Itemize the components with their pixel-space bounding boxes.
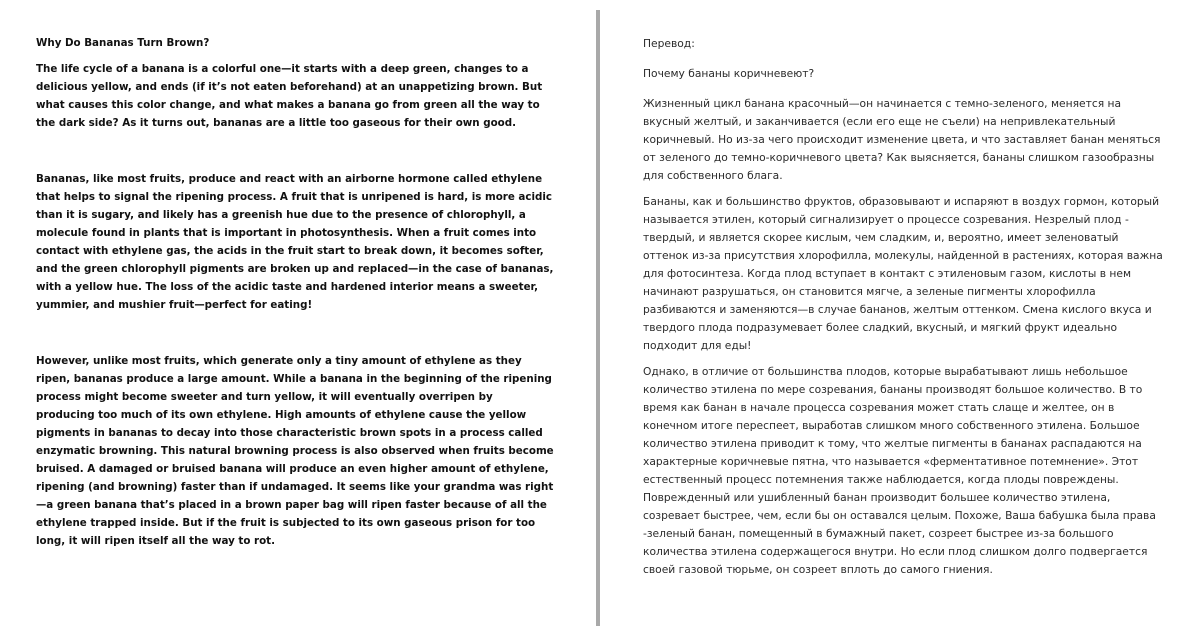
english-paragraph-3: However, unlike most fruits, which generate only a tiny amount of ethylene as they ripen, bananas produce a large amount. While a banana in the beginning of the ripening process might become sweeter and turn yellow, it will eventually overripen by producing too much of its own ethylene. High amounts of ethylene cause the yellow pigments in bananas to decay into those characteristic brown spots in a process called enzymatic browning. This natural browning process is also observed when fruits become bruised. A damaged or bruised banana will produce an even higher amount of ethylene, ripening (and browning) faster than if undamaged. It seems like your grandma was right—a green banana that’s placed in a brown paper bag will ripen faster because of all the ethylene trapped inside. But if the fruit is subjected to its own gaseous prison for too long, it will ripen itself all the way to rot.: [36, 355, 554, 547]
translation-label: Перевод:: [643, 37, 695, 50]
english-column: [36, 34, 554, 550]
english-paragraph-1: The life cycle of a banana is a colorful one—it starts with a deep green, changes to a delicious yellow, and ends (if it’s not eaten beforehand) at an unappetizing brown. But what causes this color change, and what makes a banana go from green all the way to the dark side? As it turns out, bananas are a little too gaseous for their own good.: [36, 63, 543, 129]
russian-paragraph-3: Однако, в отличие от большинства плодов, которые вырабатывают лишь небольшое количество этилена по мере созревания, бананы производят большое количество. В то время как банан в начале процесса созревания может стать слаще и желтее, он в конечном итоге переспеет, выработав слишком много собственного этилена. Большое количество этилена приводит к тому, что желтые пигменты в бананах распадаются на характерные коричневые пятна, что называется «ферментативное потемнение». Этот естественный процесс потемнения также наблюдается, когда плоды повреждены. Поврежденный или ушибленный банан производит большее количество этилена, созревает быстрее, чем, если бы он оставался целым. Похоже, Ваша бабушка была права -зеленый банан, помещенный в бумажный пакет, созреет быстрее из-за большого количества этилена содержащегося внутри. Но если плод слишком долго подвергается своей газовой тюрьме, он созреет вплоть до самого гниения.: [643, 365, 1156, 576]
english-paragraph-2: Bananas, like most fruits, produce and react with an airborne hormone called ethylene that helps to signal the ripening process. A fruit that is unripened is hard, is more acidic than it is sugary, and likely has a greenish hue due to the presence of chlorophyll, a molecule found in plants that is important in photosynthesis. When a fruit comes into contact with ethylene gas, the acids in the fruit start to break down, it becomes softer, and the green chlorophyll pigments are broken up and replaced—in the case of bananas, with a yellow hue. The loss of the acidic taste and hardened interior means a sweeter, yummier, and mushier fruit—perfect for eating!: [36, 173, 554, 311]
russian-paragraph-1: Жизненный цикл банана красочный—он начинается с темно-зеленого, меняется на вкусный желтый, и заканчивается (если его еще не съели) на непривлекательный коричневый. Но из-за чего происходит изменение цвета, и что заставляет банан меняться от зеленого до темно-коричневого цвета? Как выясняется, бананы слишком газообразны для собственного блага.: [643, 97, 1161, 182]
russian-paragraph-2: Бананы, как и большинство фруктов, образовывают и испаряют в воздух гормон, который называется этилен, который сигнализирует о процессе созревания. Незрелый плод - твердый, и является скорее кислым, чем сладким, и, вероятно, имеет зеленоватый оттенок из-за присутствия хлорофилла, молекулы, найденной в растениях, которая важна для фотосинтеза. Когда плод вступает в контакт с этиленовым газом, кислоты в нем начинают разрушаться, он становится мягче, а зеленые пигменты хлорофилла разбиваются и заменяются—в случае бананов, желтым оттенком. Смена кислого вкуса и твердого плода подразумевает более сладкий, вкусный, и мягкий фрукт идеально подходит для еды!: [643, 195, 1163, 352]
russian-column: [643, 35, 1163, 579]
english-title: Why Do Bananas Turn Brown?: [36, 37, 210, 49]
column-divider: [596, 10, 600, 626]
russian-title: Почему бананы коричневеют?: [643, 67, 815, 80]
